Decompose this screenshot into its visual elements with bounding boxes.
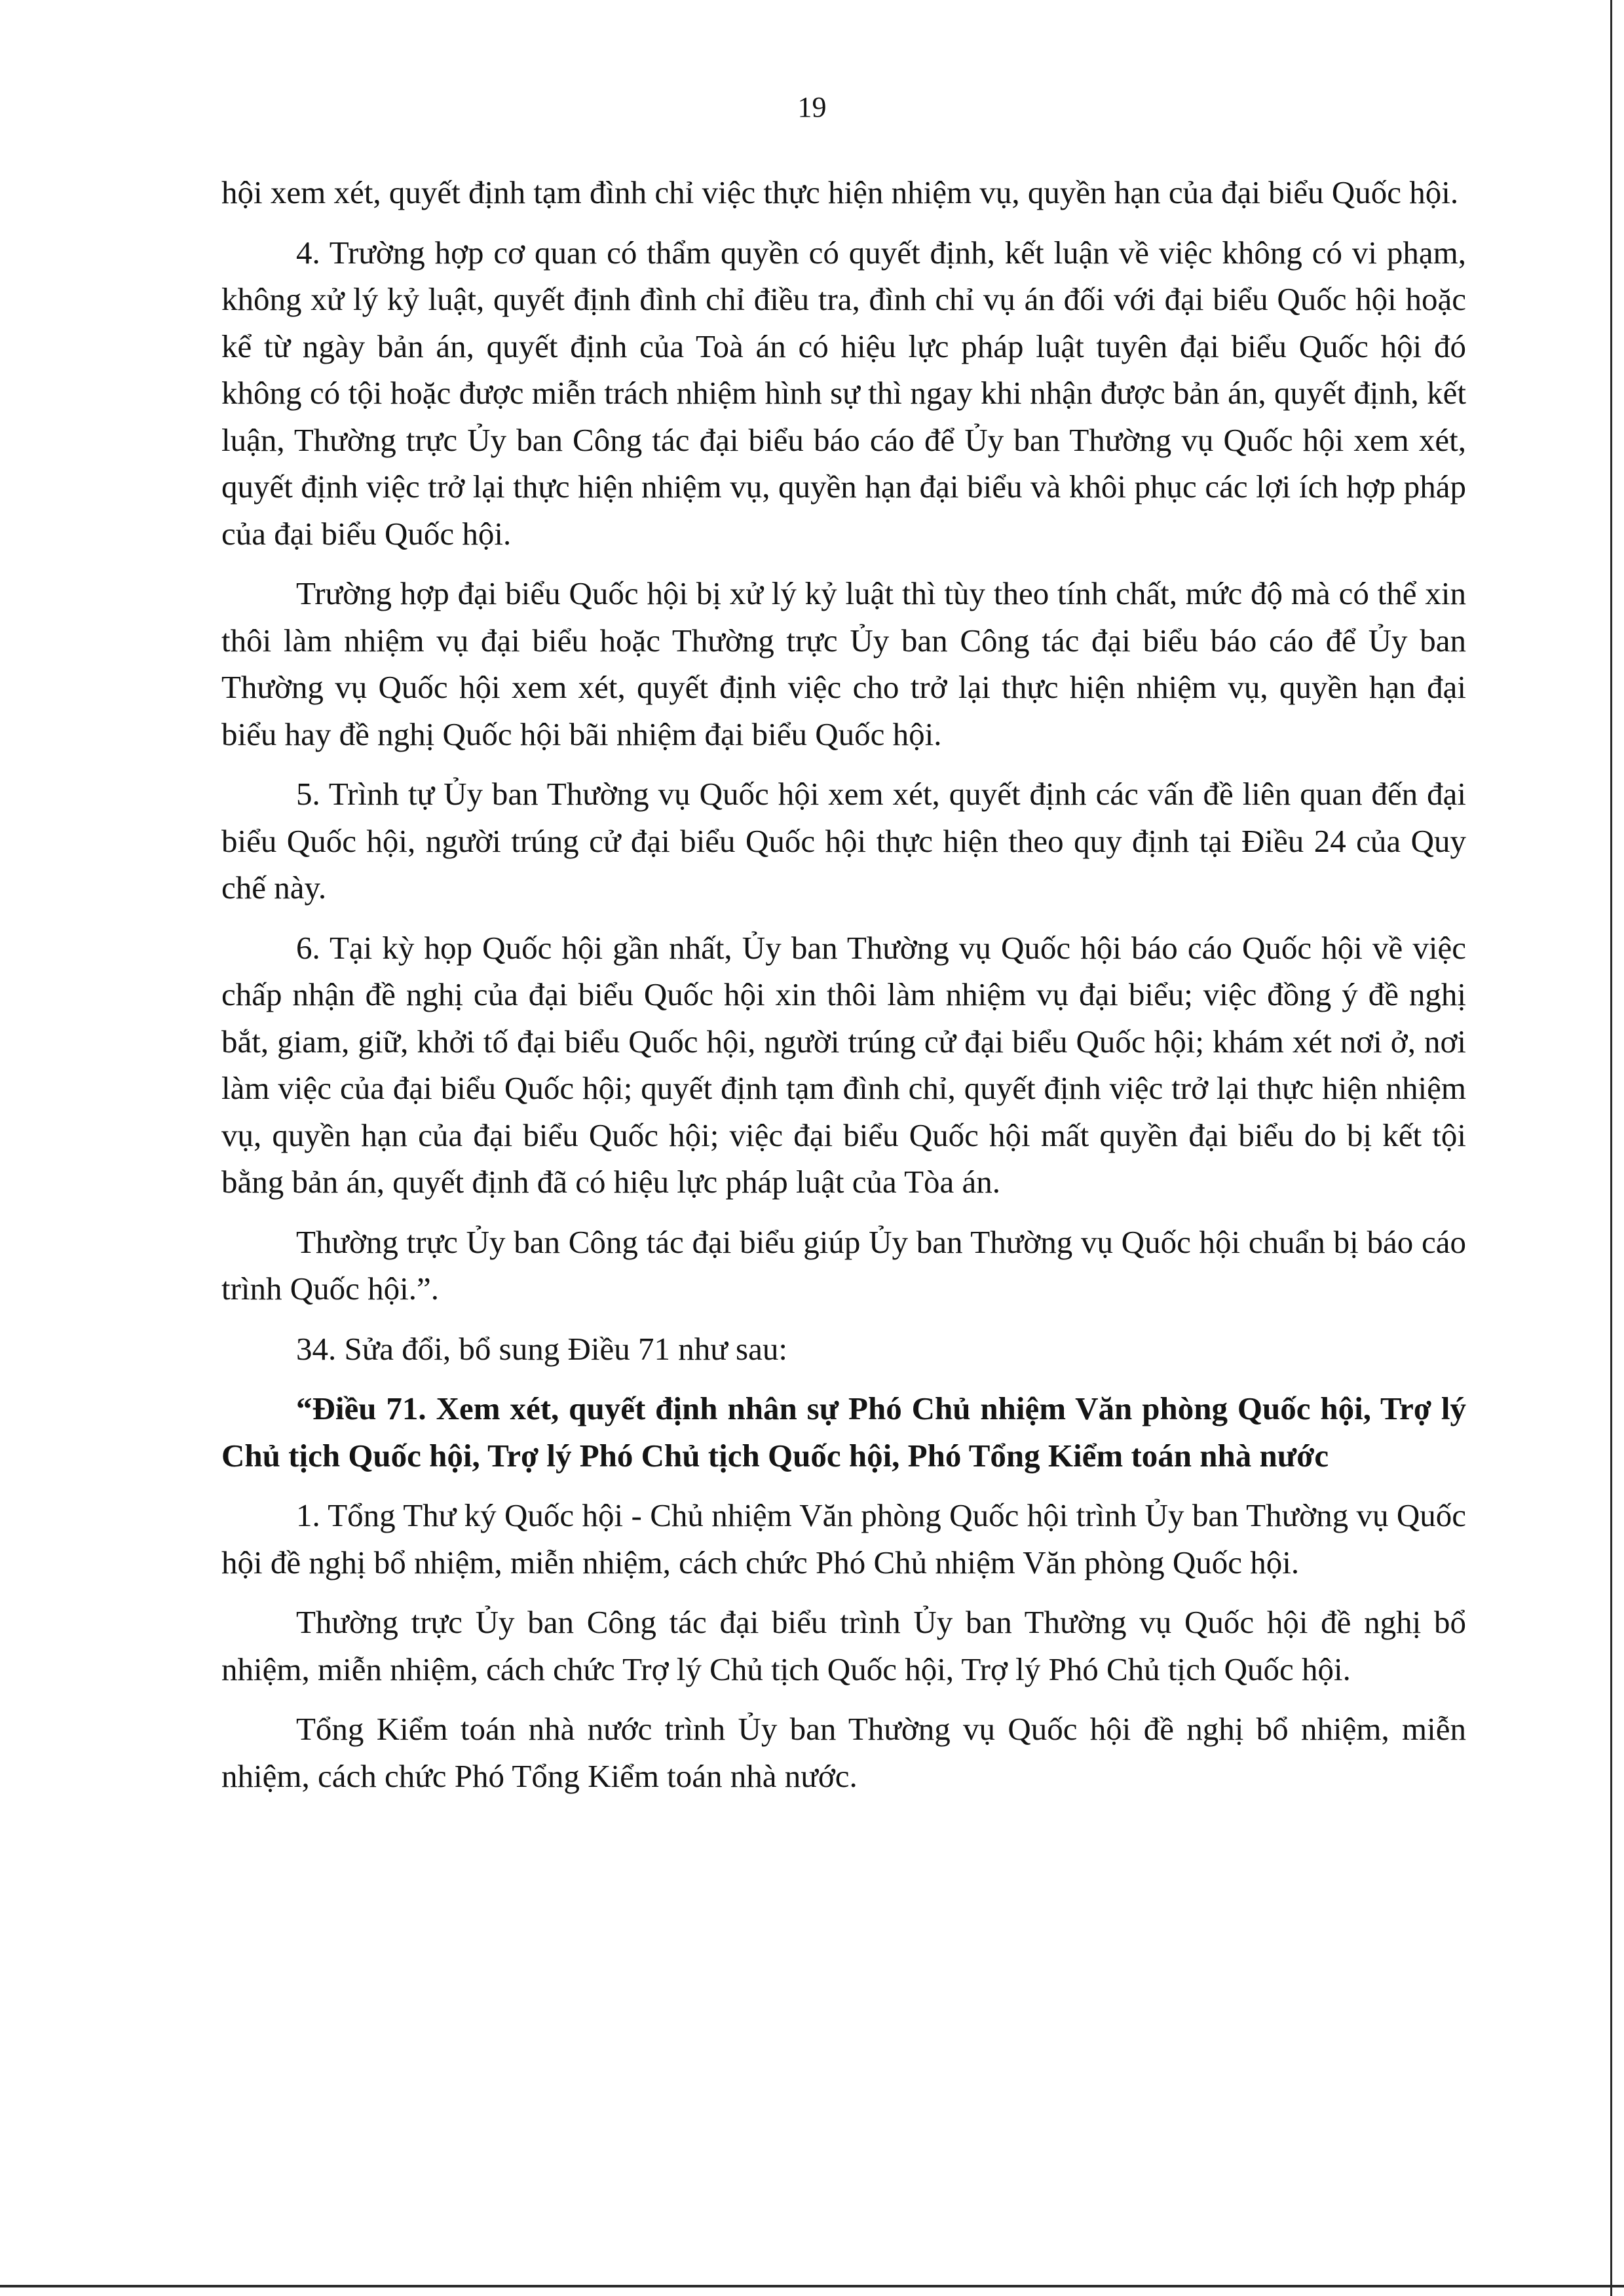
paragraph-assistants: Thường trực Ủy ban Công tác đại biểu trình Ủy ban Thường vụ Quốc hội đề nghị bổ nhiệm, miễn nhiệm, cách chức Trợ lý Chủ tịch Quốc hội, Trợ lý Phó Chủ tịch Quốc hội.	[221, 1604, 1466, 1687]
paragraph-item-34: 34. Sửa đổi, bổ sung Điều 71 như sau:	[296, 1330, 787, 1367]
paragraph-continuation: hội xem xét, quyết định tạm đình chỉ việc thực hiện nhiệm vụ, quyền hạn của đại biểu Quốc hội.	[221, 174, 1459, 210]
paragraph-clause-5: 5. Trình tự Ủy ban Thường vụ Quốc hội xem xét, quyết định các vấn đề liên quan đến đại biểu Quốc hội, người trúng cử đại biểu Quốc hội thực hiện theo quy định tại Điều 24 của Quy chế này.	[221, 776, 1466, 906]
paragraph-clause-4: 4. Trường hợp cơ quan có thẩm quyền có quyết định, kết luận về việc không có vi phạm, không xử lý kỷ luật, quyết định đình chỉ điều tra, đình chỉ vụ án đối với đại biểu Quốc hội hoặc kể từ ngày bản án, quyết định của Toà án có hiệu lực pháp luật tuyên đại biểu Quốc hội đó không có tội hoặc được miễn trách nhiệm hình sự thì ngay khi nhận được bản án, quyết định, kết luận, Thường trực Ủy ban Công tác đại biểu báo cáo để Ủy ban Thường vụ Quốc hội xem xét, quyết định việc trở lại thực hiện nhiệm vụ, quyền hạn đại biểu và khôi phục các lợi ích hợp pháp của đại biểu Quốc hội.	[221, 234, 1466, 552]
paragraph-state-audit: Tổng Kiểm toán nhà nước trình Ủy ban Thường vụ Quốc hội đề nghị bổ nhiệm, miễn nhiệm, cách chức Phó Tổng Kiểm toán nhà nước.	[221, 1711, 1466, 1794]
paragraph-clause-6: 6. Tại kỳ họp Quốc hội gần nhất, Ủy ban Thường vụ Quốc hội báo cáo Quốc hội về việc chấp nhận đề nghị của đại biểu Quốc hội xin thôi làm nhiệm vụ đại biểu; việc đồng ý đề nghị bắt, giam, giữ, khởi tố đại biểu Quốc hội, người trúng cử đại biểu Quốc hội; khám xét nơi ở, nơi làm việc của đại biểu Quốc hội; quyết định tạm đình chỉ, quyết định việc trở lại thực hiện nhiệm vụ, quyền hạn của đại biểu Quốc hội; việc đại biểu Quốc hội mất quyền đại biểu do bị kết tội bằng bản án, quyết định đã có hiệu lực pháp luật của Tòa án.	[221, 929, 1466, 1200]
page-number: 19	[797, 91, 827, 123]
paragraph-discipline-case: Trường hợp đại biểu Quốc hội bị xử lý kỷ luật thì tùy theo tính chất, mức độ mà có thể xin thôi làm nhiệm vụ đại biểu hoặc Thường trực Ủy ban Công tác đại biểu báo cáo để Ủy ban Thường vụ Quốc hội xem xét, quyết định việc cho trở lại thực hiện nhiệm vụ, quyền hạn đại biểu hay đề nghị Quốc hội bãi nhiệm đại biểu Quốc hội.	[221, 575, 1466, 752]
paragraph-standing-committee: Thường trực Ủy ban Công tác đại biểu giúp Ủy ban Thường vụ Quốc hội chuẩn bị báo cáo trình Quốc hội.”.	[221, 1223, 1466, 1307]
document-body	[221, 169, 1466, 1799]
paragraph-article-71-clause-1: 1. Tổng Thư ký Quốc hội - Chủ nhiệm Văn phòng Quốc hội trình Ủy ban Thường vụ Quốc hội đề nghị bổ nhiệm, miễn nhiệm, cách chức Phó Chủ nhiệm Văn phòng Quốc hội.	[221, 1497, 1466, 1580]
article-71-heading: “Điều 71. Xem xét, quyết định nhân sự Phó Chủ nhiệm Văn phòng Quốc hội, Trợ lý Chủ tịch Quốc hội, Trợ lý Phó Chủ tịch Quốc hội, Phó Tổng Kiểm toán nhà nước	[221, 1390, 1466, 1474]
scan-edge-right	[1610, 0, 1612, 2296]
scan-edge-bottom	[0, 2285, 1624, 2287]
